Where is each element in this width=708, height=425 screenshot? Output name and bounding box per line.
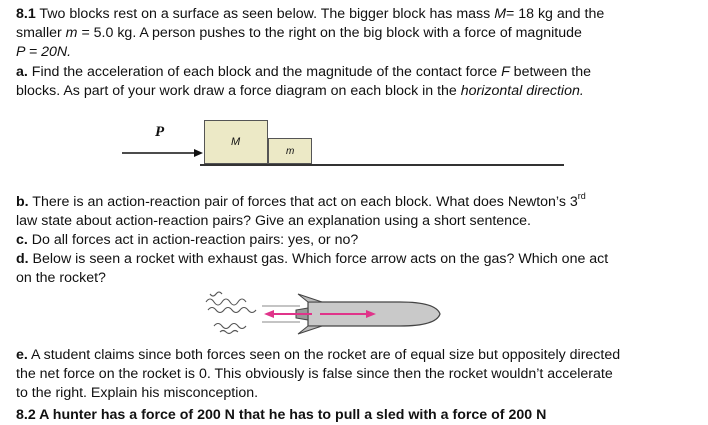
part-e-line-3 (16, 384, 258, 403)
part-e-label: e. (16, 347, 28, 363)
intro-text-2b: = 5.0 kg. A person pushes to the right on the big block with a force of magnitude (77, 25, 582, 41)
big-block-label: M (231, 136, 241, 148)
push-force-line (16, 43, 71, 62)
push-arrow-icon (120, 146, 204, 160)
next-problem-line (16, 406, 546, 425)
exhaust-gas-icon (206, 292, 256, 334)
small-block-label: m (286, 146, 295, 157)
part-a-line-2 (16, 82, 584, 101)
part-d-text-2: on the rocket? (16, 270, 106, 286)
part-a-text-2a: blocks. As part of your work draw a force diagram on each block in the (16, 83, 461, 99)
part-c-line (16, 231, 358, 250)
contact-force-symbol: F (501, 64, 510, 80)
part-e-text-1: A student claims since both forces seen on the rocket are of equal size but oppositely directed (27, 347, 621, 363)
part-a-text-1b: between the (509, 64, 591, 80)
part-a-label: a. (16, 64, 28, 80)
part-a-line-1 (16, 63, 591, 82)
part-e-line-2 (16, 365, 613, 384)
push-force-value: P = 20N. (16, 44, 72, 60)
small-block (268, 138, 312, 164)
part-b-text-1: There is an action-reaction pair of forces that act on each block. What does Newton’s 3 (28, 194, 578, 210)
next-problem-partial (0, 404, 708, 423)
next-problem-text: 8.2 A hunter has a force of 200 N that he has to pull a sled with a force of 200 N (16, 407, 547, 423)
part-a-text-2b: horizontal direction. (460, 83, 584, 99)
part-b-line-2 (16, 212, 531, 231)
big-block (204, 120, 268, 164)
part-c-text: Do all forces act in action-reaction pairs: yes, or no? (27, 232, 359, 248)
part-b-line-1 (16, 193, 586, 212)
part-c-label: c. (16, 232, 28, 248)
part-b-text-2: law state about action-reaction pairs? Give an explanation using a short sentence. (16, 213, 532, 229)
mass-M-symbol: M (494, 6, 507, 22)
intro-text-2a: smaller (16, 25, 66, 41)
push-force-label: P (155, 124, 165, 140)
part-e-text-2: the net force on the rocket is 0. This obviously is false since then the rocket wouldn’t accelerate (16, 366, 613, 382)
part-b-label: b. (16, 194, 29, 210)
part-e-text-3: to the right. Explain his misconception. (16, 385, 259, 401)
ground-surface (200, 164, 564, 166)
intro-text-1: Two blocks rest on a surface as seen below. The bigger block has mass (35, 6, 495, 22)
mass-M-value: = 18 kg and the (506, 6, 605, 22)
rocket-figure (200, 290, 480, 338)
part-e-line-1 (16, 346, 620, 365)
part-b-superscript: rd (577, 191, 586, 202)
part-a-text-1a: Find the acceleration of each block and the magnitude of the contact force (27, 64, 502, 80)
part-d-line-2 (16, 269, 106, 288)
part-d-text-1: Below is seen a rocket with exhaust gas. Which force arrow acts on the gas? Which one act (28, 251, 609, 267)
intro-line-1 (16, 5, 604, 24)
part-d-label: d. (16, 251, 29, 267)
problem-number: 8.1 (16, 6, 36, 22)
mass-m-symbol: m (65, 25, 78, 41)
intro-line-2 (16, 24, 582, 43)
part-d-line-1 (16, 250, 608, 269)
